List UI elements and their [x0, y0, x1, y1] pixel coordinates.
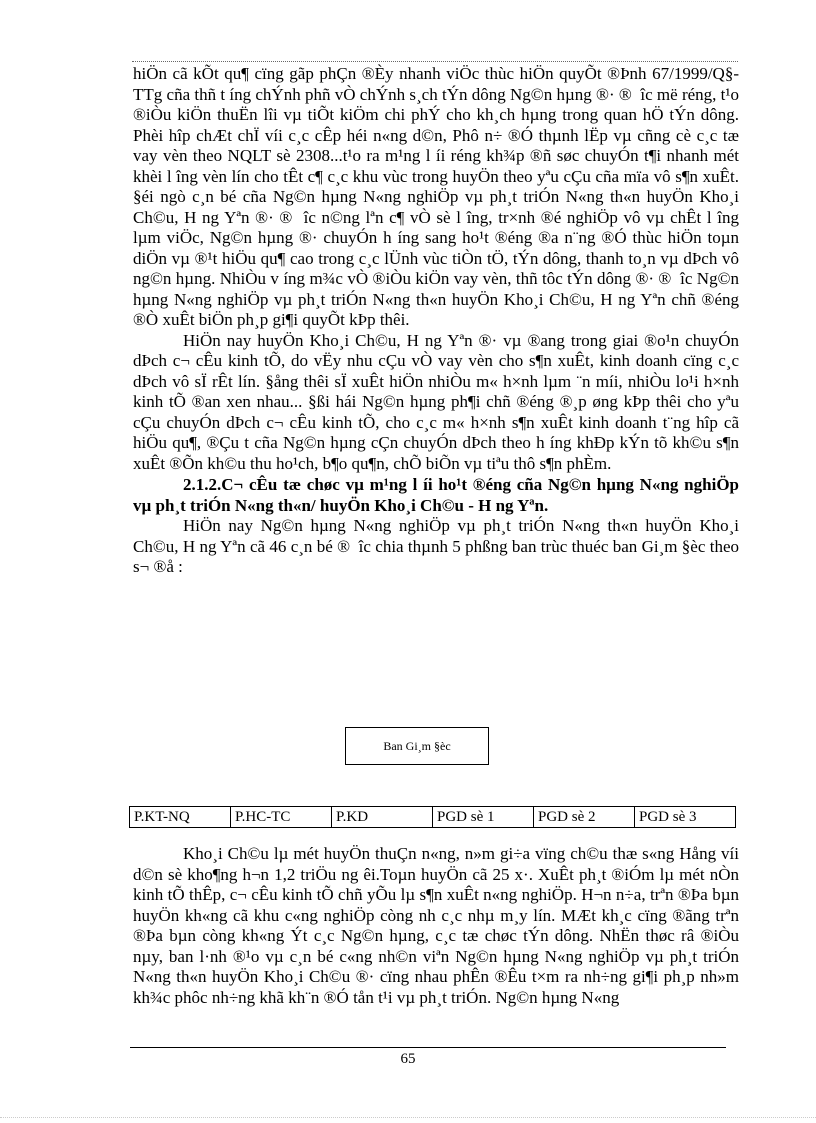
department-cell: PGD sè 3	[635, 807, 736, 828]
section-heading: 2.1.2.C¬ cÊu tæ chøc vµ m¹ng l íi ho¹t ®éng cña Ng©n hµng N«ng nghiÖp vµ ph¸t triÓn N«ng th«n/ huyÖn Kho¸i Ch©u - H ng Yªn.	[133, 475, 739, 515]
header-rule	[132, 61, 738, 62]
paragraph-restructuring: HiÖn nay huyÖn Kho¸i Ch©u, H ng Yªn ®· vµ ®ang trong giai ®o¹n chuyÓn dÞch c¬ cÊu kinh tÕ, do vËy nhu cÇu vÒ vay vèn cho s¶n xuÊt, kinh doanh cïng c¸c dÞch vô sÏ rÊt lín. §ång thêi sÏ xuÊt hiÖn nhiÒu m« h×nh lµm ¨n míi, nhiÒu lo¹i h×nh kinh tÕ ®an xen nhau... §ßi hái Ng©n hµng ph¶i chñ ®éng ®¸p øng kÞp thêi cho yªu cÇu chuyÓn dÞch c¬ cÊu kinh tÕ, cho c¸c m« h×nh s¶n xuÊt kinh doanh t¨ng hîp cã hiÖu qu¶, ®Çu t cña Ng©n hµng cÇn chuyÓn dÞch theo h íng khÐp kÝn tõ kh©u s¶n xuÊt ®Õn kh©u thu ho¹ch, b¶o qu¶n, chÕ biÕn vµ tiªu thô s¶n phÈm.	[133, 330, 739, 473]
org-chart-top-label: Ban Gi¸m §èc	[383, 738, 451, 753]
page-body	[133, 64, 739, 578]
footer-rule	[130, 1047, 726, 1048]
page-number: 65	[400, 1051, 416, 1067]
paragraph-organization: HiÖn nay Ng©n hµng N«ng nghiÖp vµ ph¸t triÓn N«ng th«n huyÖn Kho¸i Ch©u, H ng Yªn cã 46 c¸n bé ® îc chia thµnh 5 phßng ban trùc thuéc ban Gi¸m §èc theo s¬ ®å :	[133, 516, 739, 576]
department-row	[130, 807, 736, 828]
paragraph-intro: hiÖn cã kÕt qu¶ cïng gãp phÇn ®Èy nhanh viÖc thùc hiÖn quyÕt ®Þnh 67/1999/Q§-TTg cña thñ t íng chÝnh phñ vÒ chÝnh s¸ch tÝn dông Ng©n hµng ®· ® îc më réng, t¹o ®iÒu kiÖn thuËn lîi vµ tiÕt kiÖm chi phÝ cho kh¸ch hµng trong quan hÖ tÝn dông. Phèi hîp chÆt chÏ víi c¸c cÊp héi n«ng d©n, Phô n÷ ®Ó thµnh lËp vµ cñng cè c¸c tæ vay vèn theo NQLT sè 2308...t¹o ra m¹ng l íi réng kh¾p ®ñ søc chuyÓn t¶i nhanh mét khèi l îng vèn lín cho tÊt c¶ c¸c khu vùc trong huyÖn theo yªu cÇu cña mïa vô s¶n xuÊt. §éi ngò c¸n bé cña Ng©n hµng N«ng nghiÖp vµ ph¸t triÓn N«ng th«n huyÖn Kho¸i Ch©u, H ng Yªn ®· ® îc n©ng lªn c¶ vÒ sè l îng, tr×nh ®é nghiÖp vô vµ chÊt l îng lµm viÖc, Ng©n hµng ®· chuyÓn h íng sang ho¹t ®éng ®a n¨ng ®Ó thùc hiÖn toµn diÖn vµ ®¹t hiÖu qu¶ cao trong c¸c lÜnh vùc tiÒn tÖ, tÝn dông, thanh to¸n vµ dÞch vô ng©n hµng. NhiÒu v íng m¾c vÒ ®iÒu kiÖn vay vèn, thñ tôc tÝn dông ®· ® îc Ng©n hµng N«ng nghiÖp vµ ph¸t triÓn N«ng th«n huyÖn Kho¸i Ch©u, H ng Yªn chñ ®éng ®Ò xuÊt biÖn ph¸p gi¶i quyÕt kÞp thêi.	[133, 64, 739, 329]
org-chart-top-box	[345, 727, 489, 765]
department-table	[129, 806, 736, 828]
department-cell: PGD sè 1	[433, 807, 534, 828]
paragraph-district: Kho¸i Ch©u lµ mét huyÖn thuÇn n«ng, n»m gi÷a vïng ch©u thæ s«ng Hång víi d©n sè kho¶ng h¬n 1,2 triÖu ng êi.Toµn huyÖn cã 25 x·. XuÊt ph¸t ®iÓm lµ mét nÒn kinh tÕ thÊp, c¬ cÊu kinh tÕ chñ yÕu lµ s¶n xuÊt n«ng nghiÖp. H¬n n÷a, trªn ®Þa bµn huyÖn kh«ng cã khu c«ng nghiÖp còng nh c¸c nhµ m¸y lín. MÆt kh¸c cïng ®ãng trªn ®Þa bµn còng kh«ng Ýt c¸c Ng©n hµng, c¸c tæ chøc tÝn dông. NhËn thøc râ ®iÒu nµy, ban l·nh ®¹o vµ c¸n bé c«ng nh©n viªn Ng©n hµng N«ng nghiÖp vµ ph¸t triÓn N«ng th«n huyÖn Kho¸i Ch©u ®· cïng nhau phÊn ®Êu t×m ra nh÷ng gi¶i ph¸p nh»m kh¾c phôc nh÷ng khã kh¨n ®Ó tån t¹i vµ ph¸t triÓn. Ng©n hµng N«ng	[133, 844, 739, 1007]
department-cell: PGD sè 2	[534, 807, 635, 828]
department-cell: P.KT-NQ	[130, 807, 231, 828]
page-bottom-dotted-rule	[0, 1117, 816, 1118]
department-cell: P.KD	[332, 807, 433, 828]
department-cell: P.HC-TC	[231, 807, 332, 828]
page-body-continued	[133, 844, 739, 1008]
